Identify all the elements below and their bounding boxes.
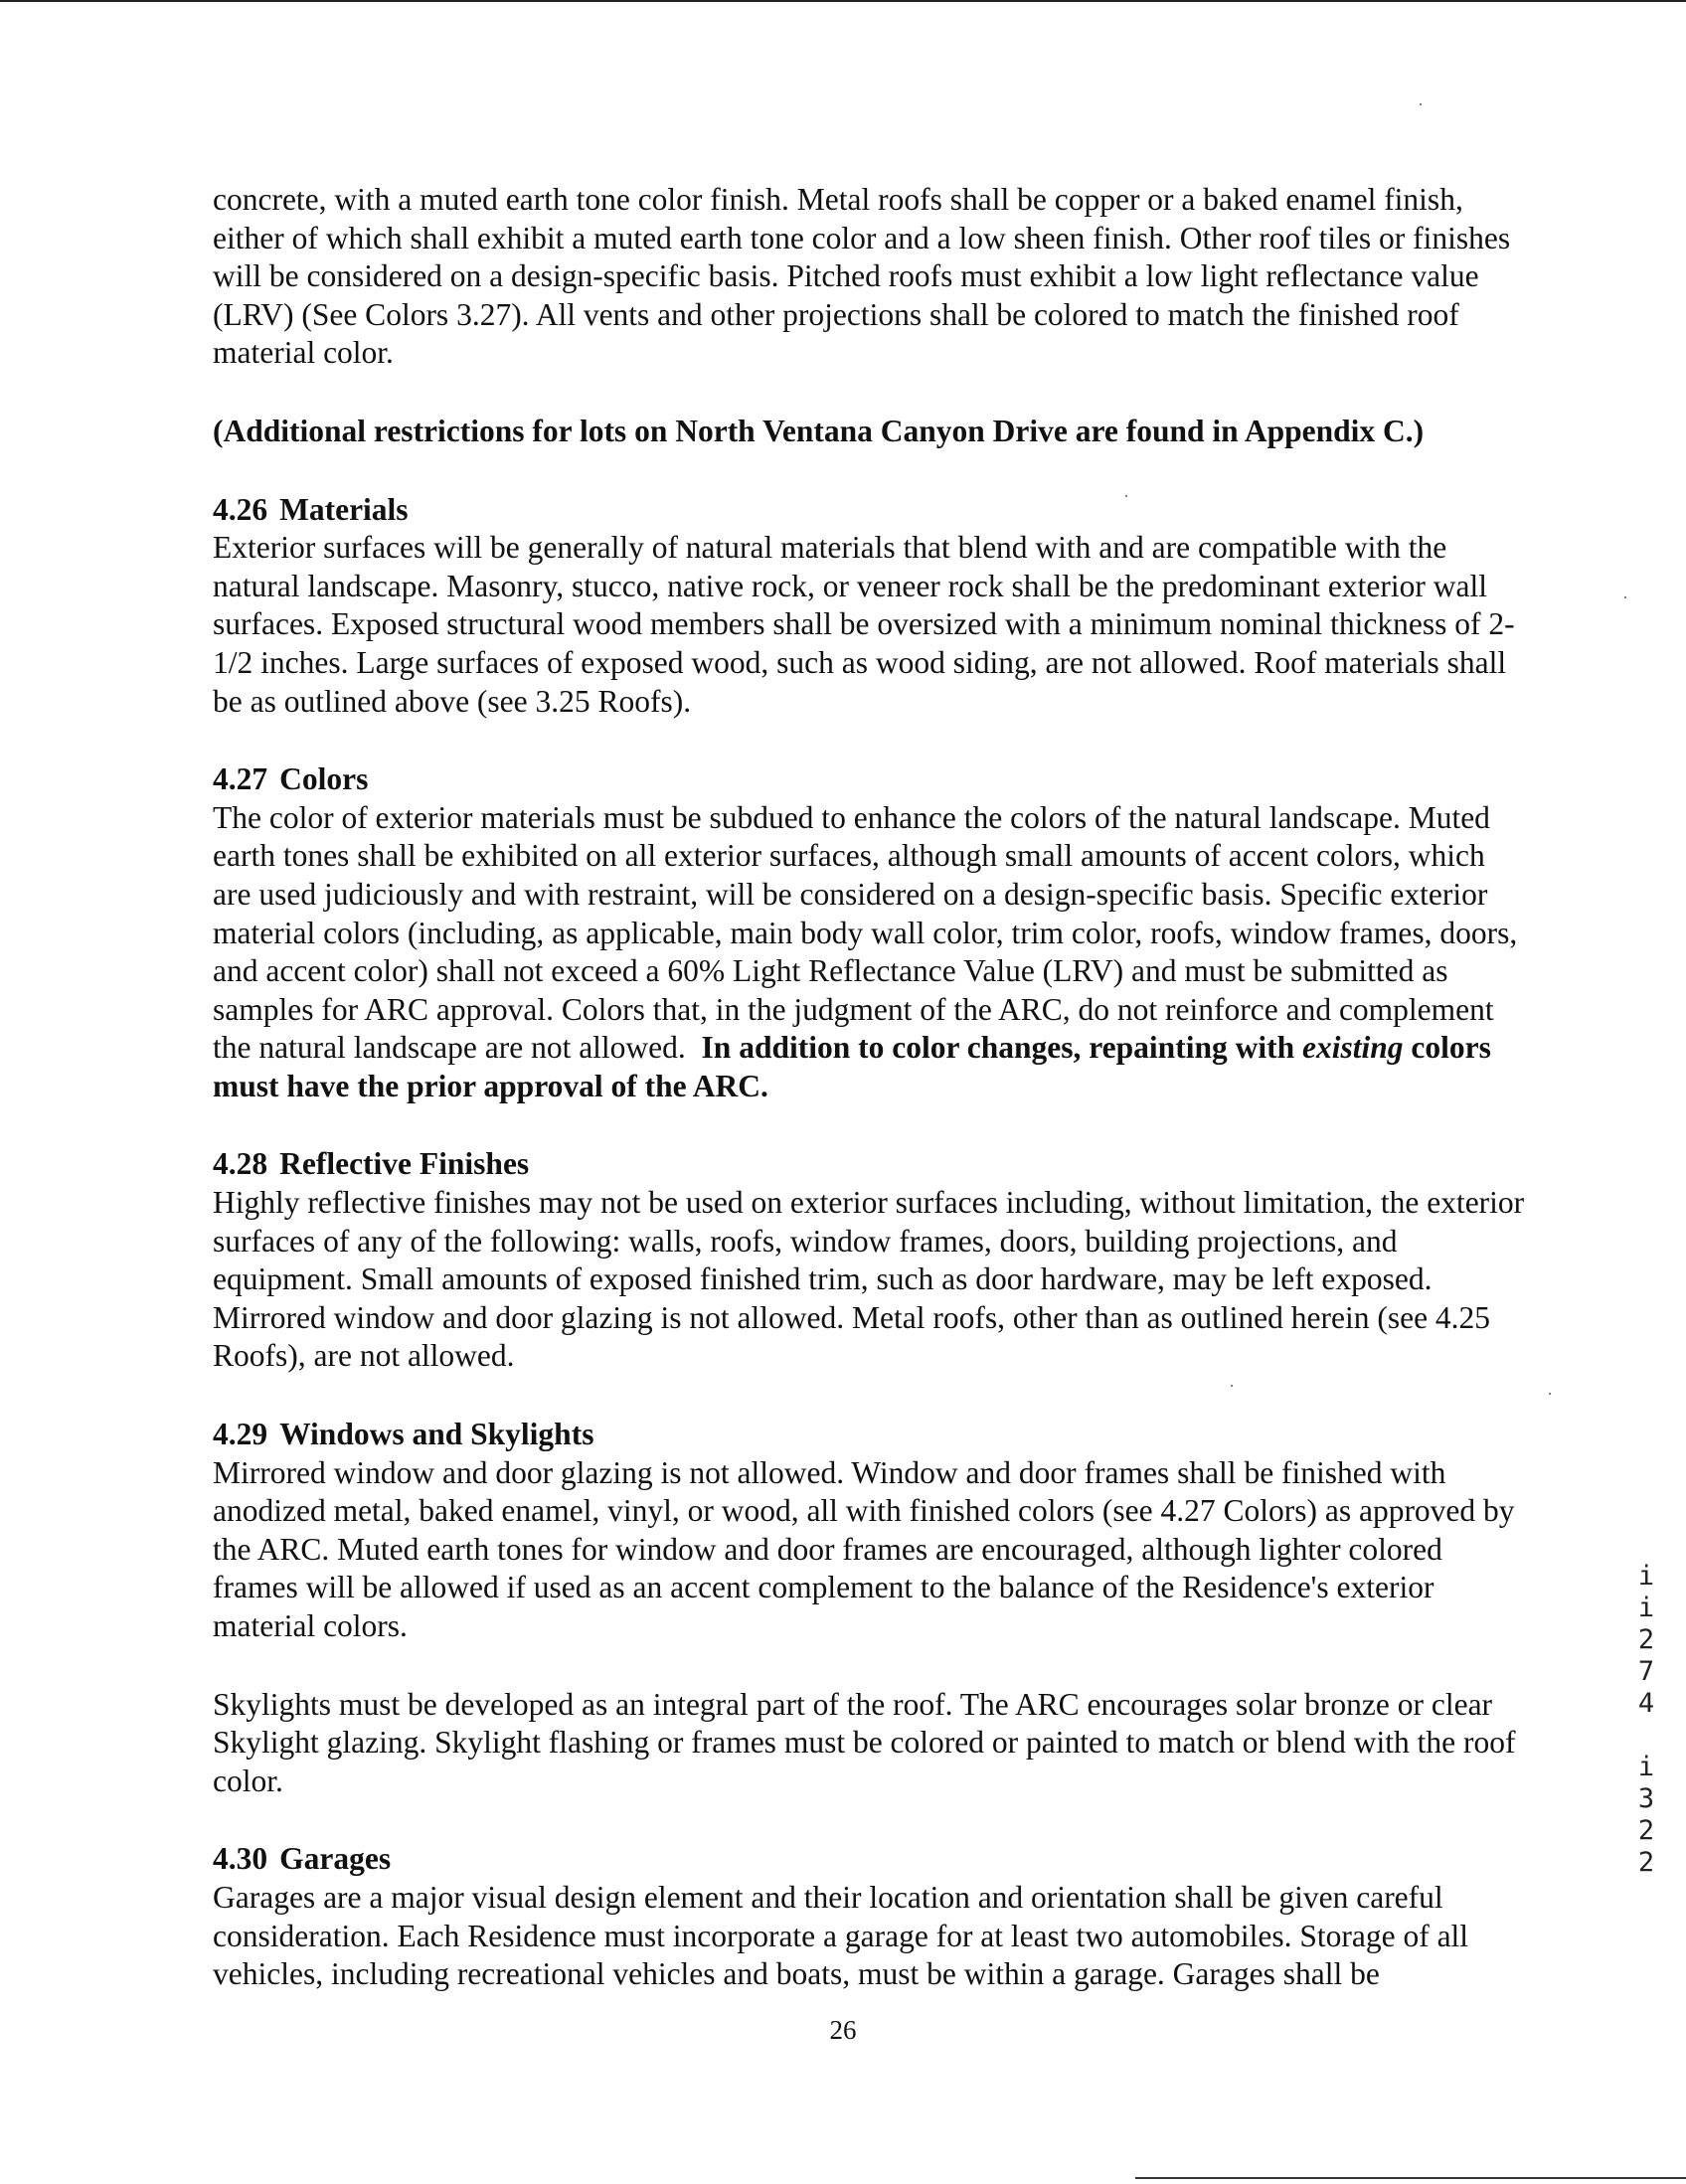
side-recording-stamp [1626,1561,1666,1879]
windows-paragraph: Mirrored window and door glazing is not allowed. Window and door frames shall be finished with anodized metal, baked enamel, vinyl, or wood, all with finished colors (see 4.27 Colors) as approved by the ARC. Muted earth tones for window and door frames are encouraged, although lighter colored frames will be allowed if used as an accent complement to the balance of the Residence's exterior material colors. [213,1454,1515,1643]
scan-speck [1420,103,1422,105]
colors-body-text: The color of exterior materials must be subdued to enhance the colors of the natural landscape. Muted earth tones shall be exhibited on all exterior surfaces, although small amounts of accent colors, which are used judiciously and with restraint, will be considered on a design-specific basis. Specific exterior material colors (including, as applicable, main body wall color, trim color, roofs, window frames, doors, and accent color) shall not exceed a 60% Light Reflectance Value (LRV) and must be submitted as samples for ARC approval. Colors that, in the judgment of the ARC, do not reinforce and complement the natural landscape are not allowed. [213,799,1518,1066]
section-number: 4.26 [213,491,268,527]
section-number: 4.27 [213,761,268,797]
section-title: Colors [279,761,369,797]
bottom-scan-edge [1135,2177,1686,2179]
section-heading-materials [213,491,1525,530]
intro-paragraph: concrete, with a muted earth tone color finish. Metal roofs shall be copper or a baked enamel finish, either of which shall exhibit a muted earth tone color and a low sheen finish. Other roof tiles or finishes will be considered on a design-specific basis. Pitched roofs must exhibit a low light reflectance value (LRV) (See Colors 3.27). All vents and other projections shall be colored to match the finished roof material color. [213,182,1511,371]
stamp-char: i [1637,1561,1655,1592]
scan-speck [1624,596,1626,598]
stamp-char [1626,1720,1666,1752]
section-number: 4.30 [213,1841,268,1877]
section-title: Reflective Finishes [279,1146,530,1182]
appendix-note: (Additional restrictions for lots on North Ventana Canyon Drive are found in Appendix C.) [213,413,1425,448]
scan-speck [1549,1393,1551,1395]
page-number: 26 [829,2015,857,2045]
stamp-char: 7 [1637,1656,1655,1687]
section-title: Windows and Skylights [279,1417,594,1452]
section-heading-windows-skylights [213,1416,1525,1454]
section-heading-garages [213,1840,1525,1879]
stamp-char: 2 [1637,1624,1655,1655]
section-number: 4.28 [213,1146,268,1182]
stamp-char: 3 [1637,1783,1655,1814]
colors-bold-text: In addition to color changes, repainting with [701,1030,1295,1066]
document-body [213,181,1525,1994]
stamp-char: i [1637,1752,1655,1782]
stamp-char: 2 [1637,1847,1655,1878]
section-number: 4.29 [213,1417,268,1452]
garages-paragraph: Garages are a major visual design element and their location and orientation shall be given careful consideration. Each Residence must incorporate a garage for at least two automobiles. Storage of all vehicles, including recreational vehicles and boats, must be within a garage. Garages shall be [213,1879,1469,1992]
section-title: Materials [279,491,409,527]
top-scan-edge [0,0,1686,2]
section-heading-reflective-finishes [213,1145,1525,1184]
stamp-char: i [1637,1593,1655,1623]
stamp-char: 4 [1637,1688,1655,1719]
stamp-char: 2 [1637,1815,1655,1846]
section-title: Garages [279,1841,392,1877]
reflective-finishes-paragraph: Highly reflective finishes may not be used on exterior surfaces including, without limitation, the exterior surfaces of any of the following: walls, roofs, window frames, doors, building projections, and equipment. Small amounts of exposed finished trim, such as door hardware, may be left exposed. Mirrored window and door glazing is not allowed. Metal roofs, other than as outlined herein (see 4.25 Roofs), are not allowed. [213,1185,1525,1374]
colors-bold-text-end: colors must have the prior approval of the ARC. [213,1030,1491,1103]
materials-paragraph: Exterior surfaces will be generally of natural materials that blend with and are compatible with the natural landscape. Masonry, stucco, native rock, or veneer rock shall be the predominant exterior wall surfaces. Exposed structural wood members shall be oversized with a minimum nominal thickness of 2-1/2 inches. Large surfaces of exposed wood, such as wood siding, are not allowed. Roof materials shall be as outlined above (see 3.25 Roofs). [213,530,1515,719]
skylights-paragraph: Skylights must be developed as an integral part of the roof. The ARC encourages solar bronze or clear Skylight glazing. Skylight flashing or frames must be colored or painted to match or blend with the roof color. [213,1686,1516,1798]
section-heading-colors [213,760,1525,799]
colors-emphasis-text: existing [1301,1030,1404,1066]
colors-paragraph [213,799,1525,1106]
